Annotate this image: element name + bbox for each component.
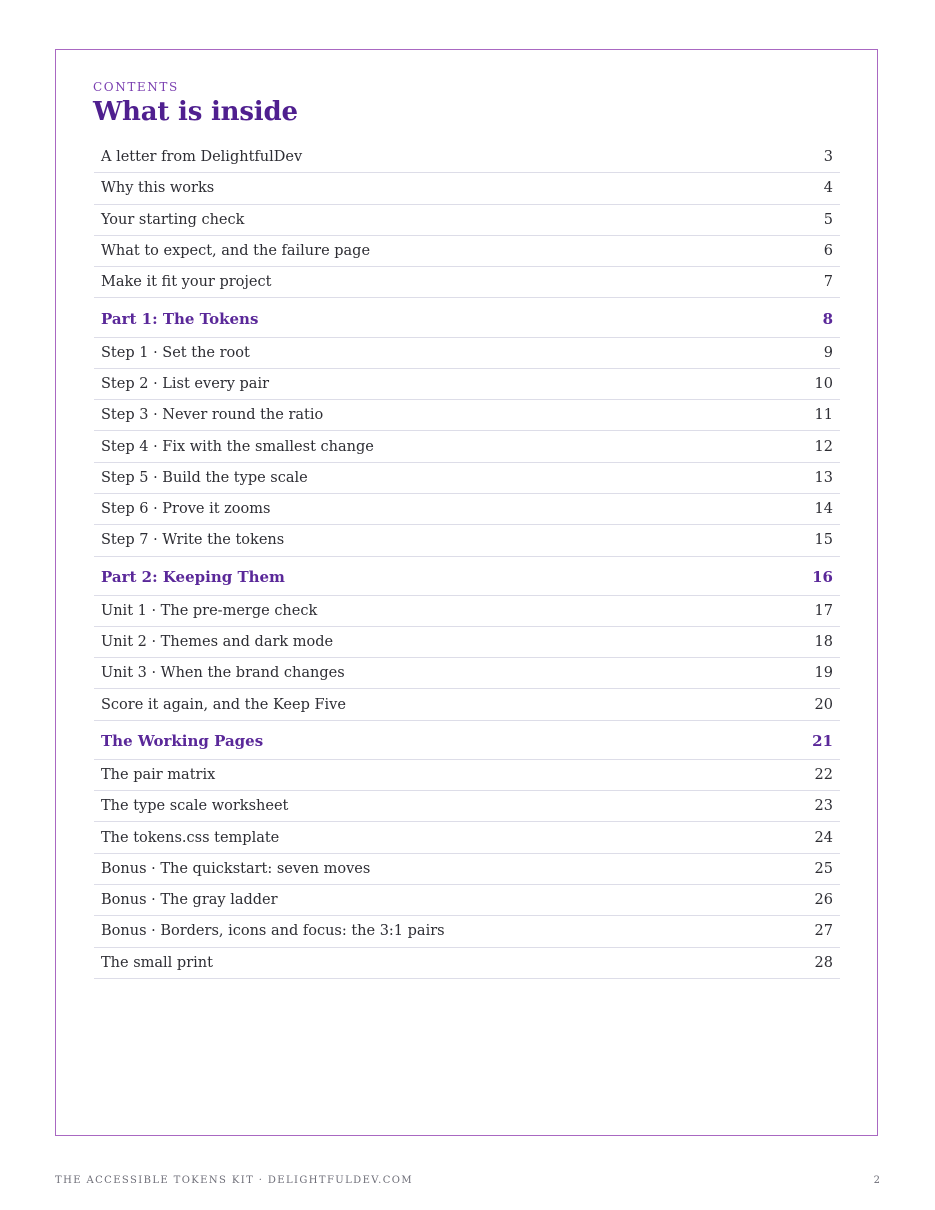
toc-entry-title: Your starting check xyxy=(101,211,245,228)
toc-entry[interactable] xyxy=(94,173,840,204)
toc-entry-page-number: 3 xyxy=(823,149,833,166)
toc-entry-title: The pair matrix xyxy=(101,766,216,783)
toc-entry-title: Unit 2 · Themes and dark mode xyxy=(101,634,334,651)
toc-entry-title: The type scale worksheet xyxy=(101,798,289,815)
toc-entry-page-number: 8 xyxy=(822,310,833,328)
toc-entry-page-number: 20 xyxy=(814,696,833,713)
toc-entry[interactable] xyxy=(94,916,840,947)
toc-entry-title: Bonus · Borders, icons and focus: the 3:1 pairs xyxy=(101,923,445,940)
toc-entry[interactable] xyxy=(94,400,840,431)
toc-entry-title: Bonus · The quickstart: seven moves xyxy=(101,860,371,877)
toc-entry-page-number: 19 xyxy=(814,665,833,682)
toc-entry[interactable] xyxy=(94,854,840,885)
toc-entry-title: Part 1: The Tokens xyxy=(101,310,259,328)
toc-entry-title: Step 7 · Write the tokens xyxy=(101,532,285,549)
toc-entry-title: The tokens.css template xyxy=(101,829,280,846)
toc-entry-page-number: 7 xyxy=(823,274,833,291)
toc-entry-title: Bonus · The gray ladder xyxy=(101,892,278,909)
toc-entry[interactable] xyxy=(94,885,840,916)
toc-entry-title: A letter from DelightfulDev xyxy=(101,149,303,166)
toc-entry-page-number: 28 xyxy=(814,954,833,971)
toc-entry[interactable] xyxy=(94,658,840,689)
toc-entry-page-number: 23 xyxy=(814,798,833,815)
toc-entry-title: Why this works xyxy=(101,180,215,197)
toc-entry-page-number: 25 xyxy=(814,860,833,877)
toc-entry-title: The Working Pages xyxy=(101,732,264,751)
toc-entry-page-number: 22 xyxy=(814,766,833,783)
toc-entry[interactable] xyxy=(94,627,840,658)
toc-entry-page-number: 26 xyxy=(814,892,833,909)
toc-part-heading[interactable] xyxy=(94,557,840,596)
toc-entry[interactable] xyxy=(94,142,840,173)
toc-entry-page-number: 6 xyxy=(823,243,833,260)
toc-entry-title: Step 1 · Set the root xyxy=(101,344,250,361)
toc-entry-page-number: 12 xyxy=(814,438,833,455)
toc-entry-page-number: 16 xyxy=(812,568,833,587)
toc-entry-page-number: 24 xyxy=(814,829,833,846)
toc-entry-page-number: 11 xyxy=(814,407,833,424)
toc-entry[interactable] xyxy=(94,338,840,369)
toc-entry[interactable] xyxy=(94,494,840,525)
toc-entry[interactable] xyxy=(94,948,840,979)
toc-entry[interactable] xyxy=(94,822,840,853)
toc-entry-page-number: 9 xyxy=(823,344,833,361)
toc-entry-page-number: 13 xyxy=(814,469,833,486)
toc-entry-page-number: 27 xyxy=(814,923,833,940)
toc-entry-title: Score it again, and the Keep Five xyxy=(101,696,346,713)
toc-entry-title: Make it fit your project xyxy=(101,274,272,291)
toc-entry-title: Step 6 · Prove it zooms xyxy=(101,501,271,518)
toc-entry-title: Unit 1 · The pre-merge check xyxy=(101,602,318,619)
toc-entry-title: Step 4 · Fix with the smallest change xyxy=(101,438,374,455)
page-title: What is inside xyxy=(93,97,298,127)
toc-part-heading[interactable] xyxy=(94,299,840,338)
toc-entry-page-number: 21 xyxy=(812,732,833,751)
toc-entry-title: What to expect, and the failure page xyxy=(101,243,371,260)
toc-entry[interactable] xyxy=(94,463,840,494)
toc-part-heading[interactable] xyxy=(94,721,840,760)
toc-entry[interactable] xyxy=(94,236,840,267)
contents-eyebrow: CONTENTS xyxy=(93,80,179,94)
toc-entry[interactable] xyxy=(94,205,840,236)
toc-entry-title: Step 2 · List every pair xyxy=(101,375,270,392)
toc-entry[interactable] xyxy=(94,791,840,822)
toc-entry[interactable] xyxy=(94,690,840,721)
toc-entry-title: Step 5 · Build the type scale xyxy=(101,469,308,486)
toc-entry[interactable] xyxy=(94,369,840,400)
toc-entry[interactable] xyxy=(94,267,840,298)
footer-page-number: 2 xyxy=(873,1175,880,1186)
toc-entry[interactable] xyxy=(94,760,840,791)
toc-entry-page-number: 15 xyxy=(814,532,833,549)
toc-entry-page-number: 5 xyxy=(823,211,833,228)
toc-entry-page-number: 18 xyxy=(814,634,833,651)
toc-entry-page-number: 4 xyxy=(823,180,833,197)
toc-entry-title: Part 2: Keeping Them xyxy=(101,568,285,587)
toc-entry[interactable] xyxy=(94,431,840,462)
toc-entry-page-number: 17 xyxy=(814,602,833,619)
footer-running-title: THE ACCESSIBLE TOKENS KIT · DELIGHTFULDEV.COM xyxy=(55,1175,414,1186)
toc-entry-title: Unit 3 · When the brand changes xyxy=(101,665,345,682)
toc-entry-title: Step 3 · Never round the ratio xyxy=(101,407,324,424)
toc-entry-title: The small print xyxy=(101,954,213,971)
toc-entry-page-number: 10 xyxy=(814,375,833,392)
toc-entry[interactable] xyxy=(94,525,840,556)
toc-entry[interactable] xyxy=(94,596,840,627)
toc-entry-page-number: 14 xyxy=(814,501,833,518)
